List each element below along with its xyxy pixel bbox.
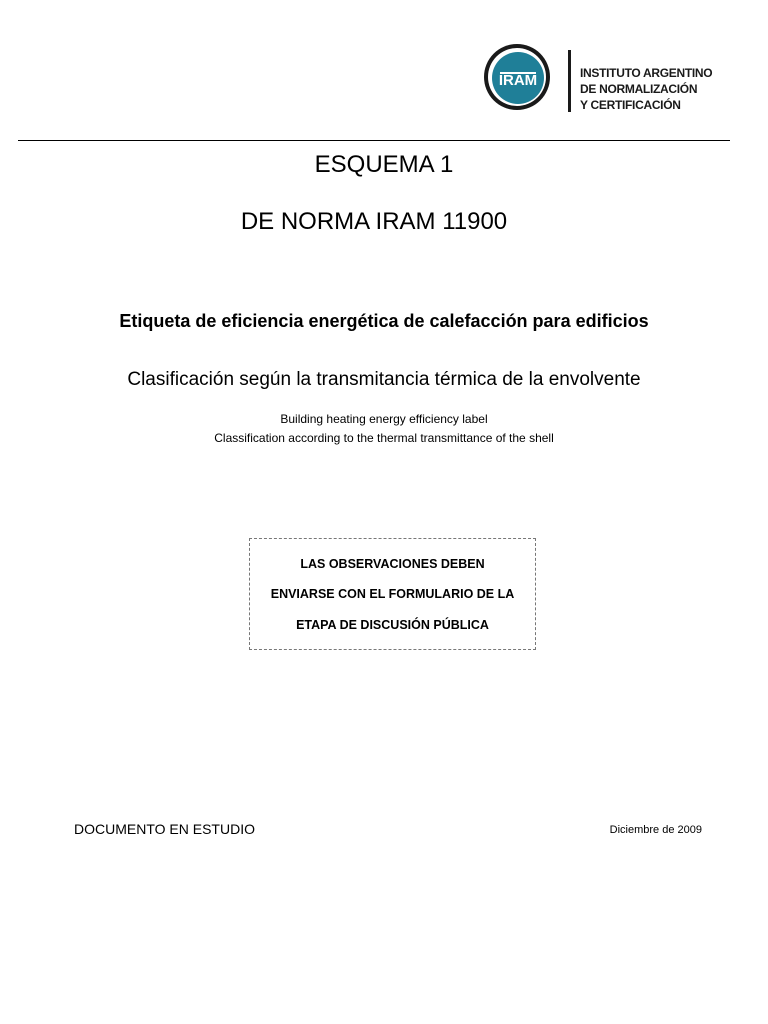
organization-name-line: INSTITUTO ARGENTINO [580,66,713,80]
organization-name-line: DE NORMALIZACIÓN [580,82,698,96]
notice-line: ENVIARSE CON EL FORMULARIO DE LA [270,587,515,601]
english-title: Building heating energy efficiency label [280,412,488,426]
standard-title: DE NORMA IRAM 11900 [240,208,508,235]
organization-name-line: Y CERTIFICACIÓN [580,98,681,112]
notice-line: ETAPA DE DISCUSIÓN PÚBLICA [296,618,489,632]
classification-subtitle: Clasificación según la transmitancia térmica de la envolvente [127,369,641,390]
document-title: ESQUEMA 1 [314,151,454,178]
notice-line: LAS OBSERVACIONES DEBEN [300,557,485,571]
iram-seal-logo [482,42,552,112]
organization-name [580,65,712,113]
header-divider [18,140,730,141]
iram-logo [482,42,732,114]
document-subtitle: Etiqueta de eficiencia energética de calefacción para edificios [119,311,649,331]
english-subtitle: Classification according to the thermal transmittance of the shell [214,431,554,445]
observations-notice-box [249,538,536,650]
document-date: Diciembre de 2009 [609,824,702,836]
document-status: DOCUMENTO EN ESTUDIO [74,821,255,837]
seal-text: IRAM [498,72,538,89]
logo-divider [568,50,571,112]
